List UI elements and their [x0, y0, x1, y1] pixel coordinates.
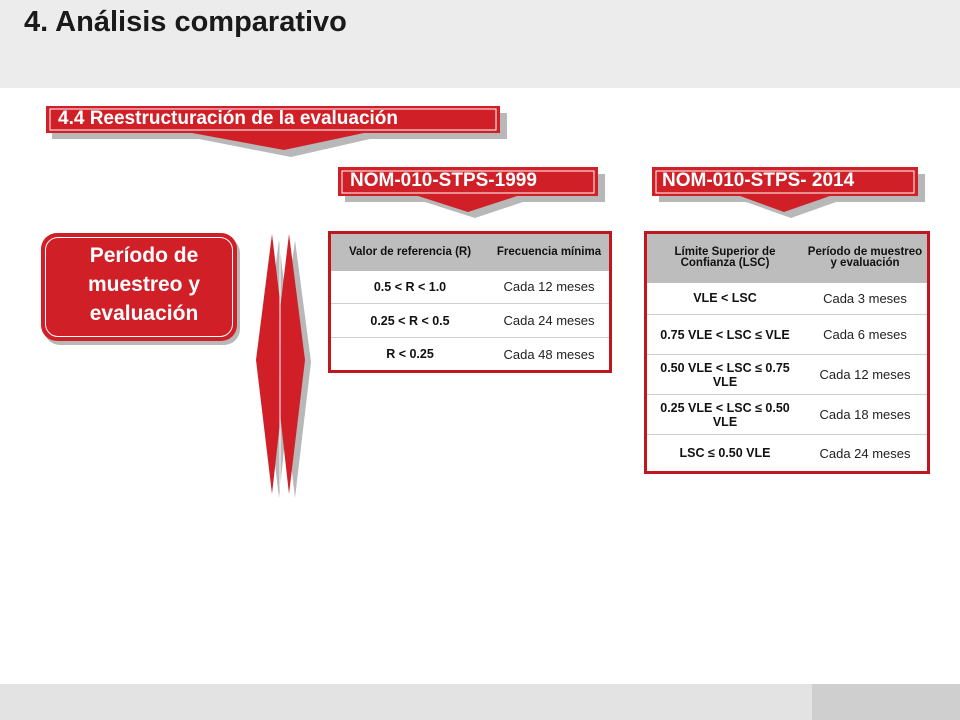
frequency-cell: Cada 24 meses: [489, 304, 611, 338]
frequency-cell: Cada 12 meses: [489, 271, 611, 304]
condition-cell: VLE < LSC: [646, 283, 804, 315]
topic-box: [41, 233, 237, 341]
condition-cell: 0.5 < R < 1.0: [330, 271, 490, 304]
table-header-row: [646, 233, 929, 283]
standard-2014-label: NOM-010-STPS- 2014: [662, 170, 855, 191]
table-row: [646, 283, 929, 315]
table-row: [646, 395, 929, 435]
condition-cell: LSC ≤ 0.50 VLE: [679, 446, 771, 460]
condition-cell: 0.25 VLE < LSC ≤ 0.50 VLE: [646, 395, 804, 435]
frequency-cell: Cada 12 meses: [803, 355, 929, 395]
frequency-cell: Cada 48 meses: [503, 346, 595, 362]
table-row: [646, 315, 929, 355]
topic-label: Período de muestreo y evaluación: [87, 244, 201, 325]
column-header: Valor de referencia (R): [330, 233, 490, 271]
frequency-cell: Cada 6 meses: [803, 315, 929, 355]
frequency-cell: Cada 18 meses: [803, 395, 929, 435]
frequency-cell: Cada 24 meses: [819, 445, 911, 461]
condition-cell: 0.75 VLE < LSC ≤ VLE: [646, 315, 804, 355]
page-title: 4. Análisis comparativo: [24, 6, 347, 38]
table-row: [646, 355, 929, 395]
section-label: 4.4 Reestructuración de la evaluación: [58, 108, 399, 129]
table-1999: [328, 231, 612, 373]
frequency-cell: Cada 3 meses: [803, 283, 929, 315]
standard-1999-label: NOM-010-STPS-1999: [350, 170, 537, 191]
table-row: [330, 338, 611, 372]
column-header: Frecuencia mínima: [489, 233, 611, 271]
column-header: Período de muestreo y evaluación: [803, 233, 929, 283]
condition-cell: 0.25 < R < 0.5: [330, 304, 490, 338]
column-header: Límite Superior de Confianza (LSC): [646, 233, 804, 283]
condition-cell: 0.50 VLE < LSC ≤ 0.75 VLE: [646, 355, 804, 395]
table-2014: [644, 231, 930, 474]
table-row: [646, 435, 929, 473]
condition-cell: R < 0.25: [386, 347, 434, 361]
table-header-row: [330, 233, 611, 271]
table-row: [330, 304, 611, 338]
table-row: [330, 271, 611, 304]
footer-accent: [812, 684, 960, 720]
